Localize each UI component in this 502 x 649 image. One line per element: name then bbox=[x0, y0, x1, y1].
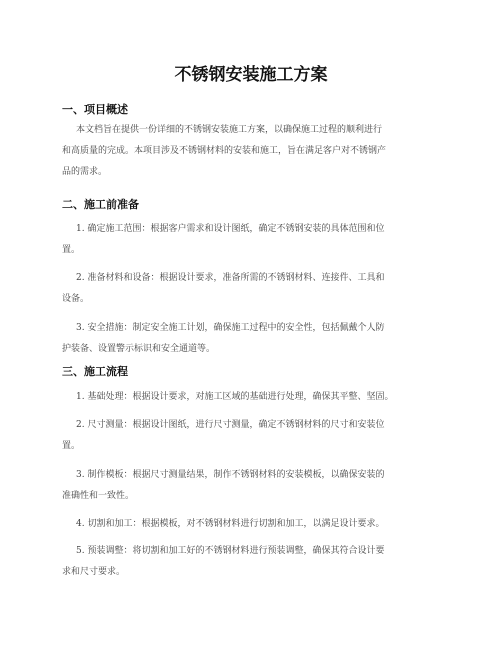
paragraph-line: 2. 准备材料和设备：根据设计要求，准备所需的不锈钢材料、连接件、工具和 bbox=[76, 273, 385, 283]
paragraph-line: 准确性和一致性。 bbox=[62, 491, 135, 501]
paragraph-line: 求和尺寸要求。 bbox=[62, 567, 126, 577]
paragraph-line: 品的需求。 bbox=[62, 167, 108, 177]
paragraph-prep-1 bbox=[62, 219, 448, 261]
paragraph-line: 1. 确定施工范围：根据客户需求和设计图纸，确定不锈钢安装的具体范围和位 bbox=[76, 224, 385, 234]
paragraph-line: 3. 制作模板：根据尺寸测量结果，制作不锈钢材料的安装模板，以确保安装的 bbox=[76, 470, 385, 480]
paragraph-process-1 bbox=[76, 387, 448, 408]
paragraph-line: 置。 bbox=[62, 245, 81, 255]
paragraph-line: 和高质量的完成。本项目涉及不锈钢材料的安装和施工，旨在满足客户对不锈钢产 bbox=[62, 146, 387, 156]
paragraph-line: 设备。 bbox=[62, 294, 90, 304]
paragraph-line: 5. 预装调整：将切割和加工好的不锈钢材料进行预装调整，确保其符合设计要 bbox=[76, 546, 385, 556]
paragraph-line: 护装备、设置警示标识和安全通道等。 bbox=[62, 344, 216, 354]
section-heading-overview: 一、项目概述 bbox=[62, 103, 128, 116]
paragraph-process-3 bbox=[62, 465, 448, 507]
paragraph-process-4 bbox=[76, 514, 448, 535]
paragraph-line: 4. 切割和加工：根据模板，对不锈钢材料进行切割和加工，以满足设计要求。 bbox=[76, 519, 385, 529]
paragraph-line: 本文档旨在提供一份详细的不锈钢安装施工方案，以确保施工过程的顺利进行 bbox=[76, 125, 383, 135]
paragraph-process-5 bbox=[62, 541, 448, 583]
section-heading-process: 三、施工流程 bbox=[62, 365, 128, 378]
document-title: 不锈钢安装施工方案 bbox=[174, 65, 328, 85]
paragraph-line: 2. 尺寸测量：根据设计图纸，进行尺寸测量，确定不锈钢材料的尺寸和安装位 bbox=[76, 420, 385, 430]
paragraph-prep-2 bbox=[62, 268, 448, 310]
paragraph-line: 3. 安全措施：制定安全施工计划，确保施工过程中的安全性，包括佩戴个人防 bbox=[76, 323, 385, 333]
paragraph-line: 置。 bbox=[62, 441, 81, 451]
paragraph-process-2 bbox=[62, 415, 448, 457]
paragraph-overview bbox=[62, 120, 448, 183]
section-heading-preparation: 二、施工前准备 bbox=[62, 198, 139, 211]
paragraph-line: 1. 基础处理：根据设计要求，对施工区域的基础进行处理，确保其平整、坚固。 bbox=[76, 392, 394, 402]
paragraph-prep-3 bbox=[62, 318, 448, 360]
